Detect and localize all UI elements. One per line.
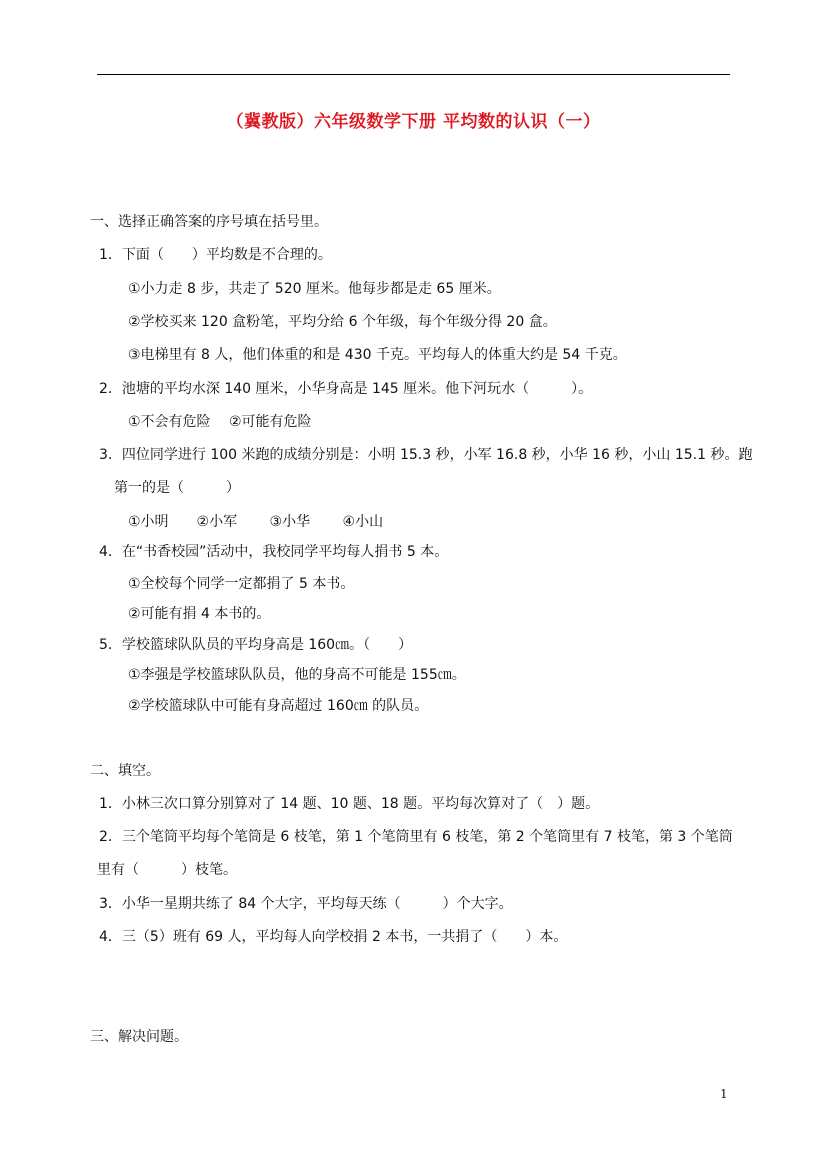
question-2-3: 3．小华一星期共练了 84 个大字，平均每天练（ ）个大字。 (99, 896, 513, 912)
question-1-4-option-1: ①全校每个同学一定都捐了 5 本书。 (128, 576, 355, 592)
document-title: （冀教版）六年级数学下册 平均数的认识（一） (226, 112, 601, 132)
question-2-2-continuation: 里有（ ）枝笔。 (97, 862, 237, 878)
section3-heading: 三、解决问题。 (90, 1029, 188, 1045)
question-1-3-continuation: 第一的是（ ） (114, 480, 240, 496)
question-1-1-stem: 1．下面（ ）平均数是不合理的。 (99, 247, 332, 263)
question-1-3-options: ①小明 ②小军 ③小华 ④小山 (128, 514, 384, 530)
question-1-3-stem: 3．四位同学进行 100 米跑的成绩分别是：小明 15.3 秒，小军 16.8 秒，小华 16 秒，小山 15.1 秒。跑 (99, 447, 753, 463)
question-1-2-stem: 2．池塘的平均水深 140 厘米，小华身高是 145 厘米。他下河玩水（ ）。 (99, 381, 593, 397)
question-1-2-options: ①不会有危险 ②可能有危险 (128, 414, 312, 430)
question-2-2: 2．三个笔筒平均每个笔筒是 6 枝笔，第 1 个笔筒里有 6 枝笔，第 2 个笔筒里有 7 枝笔，第 3 个笔筒 (99, 829, 733, 845)
question-1-5-option-1: ①李强是学校篮球队队员，他的身高不可能是 155㎝。 (128, 667, 466, 683)
question-2-1: 1．小林三次口算分别算对了 14 题、10 题、18 题。平均每次算对了（ ）题。 (99, 796, 600, 812)
section2-heading: 二、填空。 (90, 763, 160, 779)
question-2-4: 4．三（5）班有 69 人，平均每人向学校捐 2 本书，一共捐了（ ）本。 (99, 929, 568, 945)
question-1-1-option-3: ③电梯里有 8 人，他们体重的和是 430 千克。平均每人的体重大约是 54 千克。 (128, 347, 627, 363)
question-1-5-option-2: ②学校篮球队中可能有身高超过 160㎝ 的队员。 (128, 698, 429, 714)
page-number: 1 (720, 1087, 728, 1101)
section1-heading: 一、选择正确答案的序号填在括号里。 (90, 214, 328, 230)
question-1-1-option-1: ①小力走 8 步，共走了 520 厘米。他每步都是走 65 厘米。 (128, 281, 501, 297)
question-1-4-option-2: ②可能有捐 4 本书的。 (128, 606, 271, 622)
question-1-4-stem: 4．在“书香校园”活动中，我校同学平均每人捐书 5 本。 (99, 544, 449, 560)
question-1-1-option-2: ②学校买来 120 盒粉笔，平均分给 6 个年级，每个年级分得 20 盒。 (128, 314, 557, 330)
question-1-5-stem: 5．学校篮球队队员的平均身高是 160㎝。（ ） (99, 637, 413, 653)
header-rule (97, 74, 730, 75)
